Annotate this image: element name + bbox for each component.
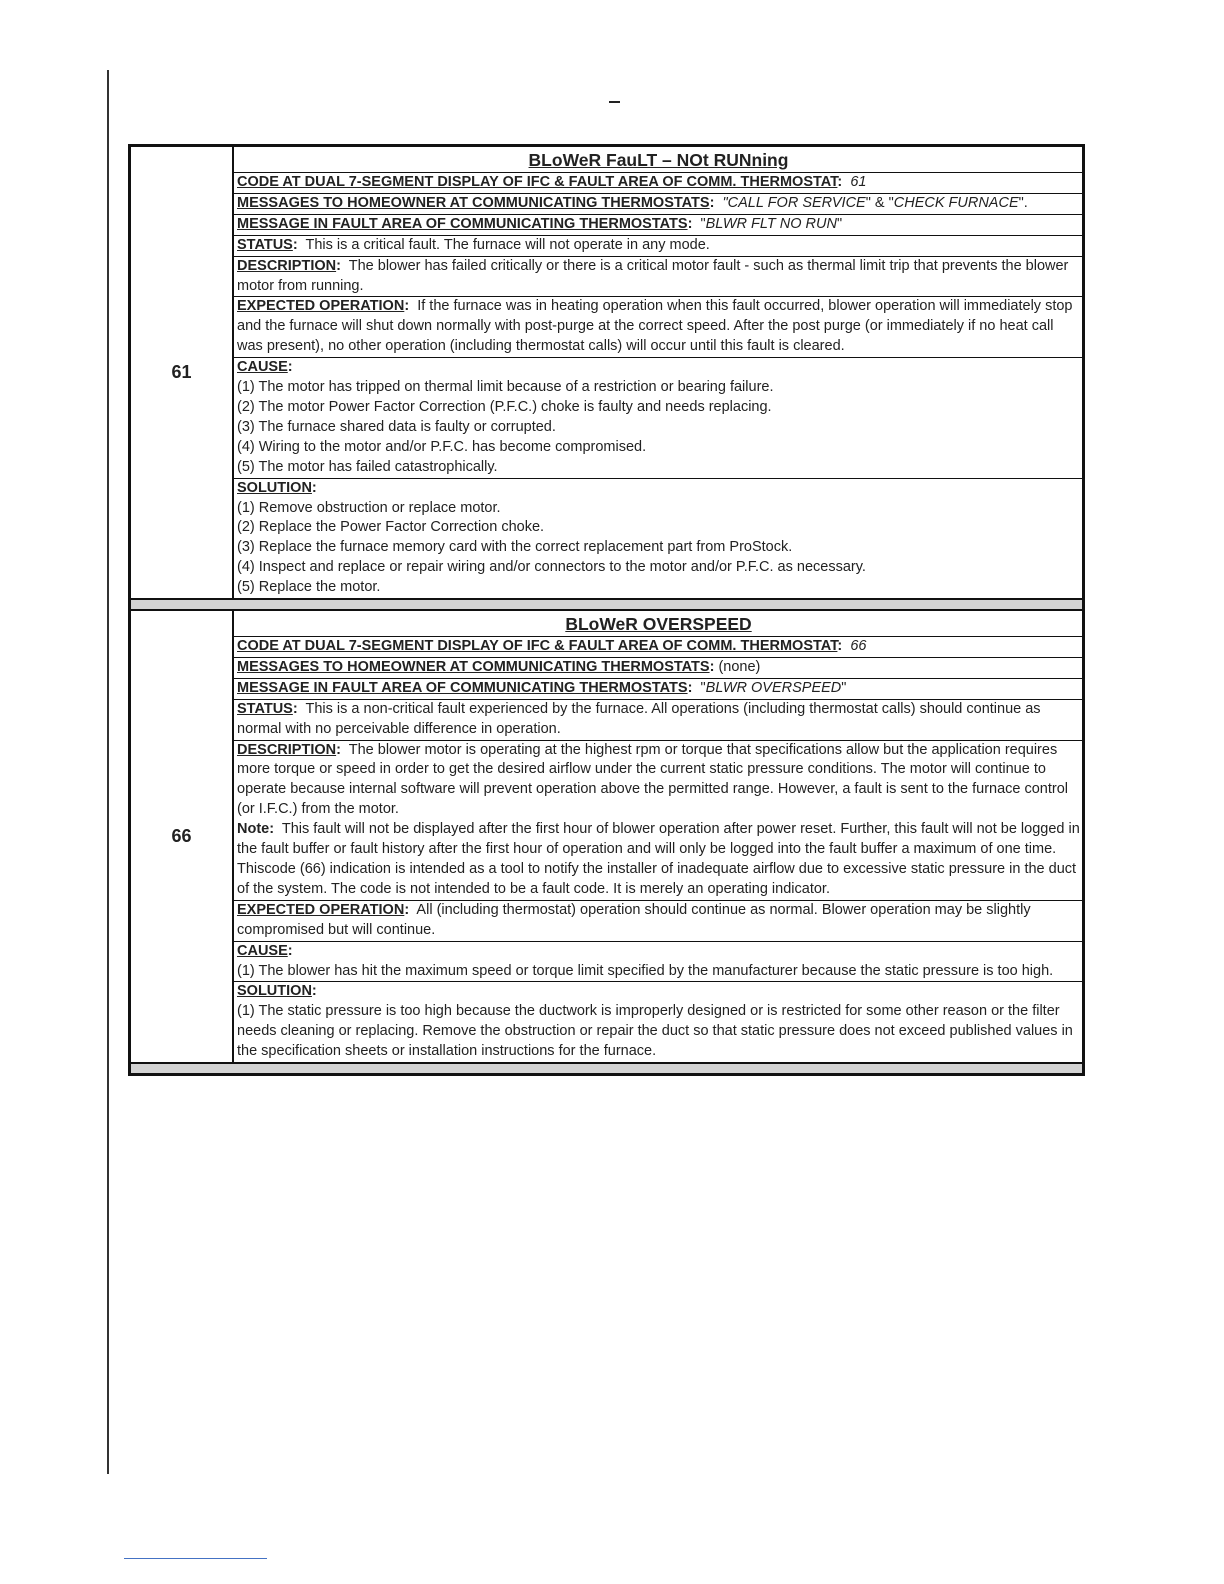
status: STATUS: This is a non-critical fault experienced by the furnace. All operations (including thermostat calls) should continue as normal with no perceivable difference in operation.	[234, 700, 1082, 741]
description-text: The blower has failed critically or there is a critical motor fault - such as thermal limit trip that prevents the blower motor from running.	[237, 257, 1069, 294]
expected-operation-text: If the furnace was in heating operation when this fault occurred, blower operation will immediately stop and the furnace will shut down normally with post-purge at the correct speed. After the post purge (or immediately if no heat call was present), no other operation (including thermostat calls) will occur until this fault is cleared.	[237, 298, 1073, 355]
cause-label: CAUSE	[237, 942, 288, 959]
note-text: This fault will not be displayed after the first hour of blower operation after power reset. Further, this fault will not be logged in the fault buffer or fault history after the first hour of operation and will only be logged into the fault buffer a maximum of one time. Thiscode (66) indication is intended as a tool to notify the installer of inadequate airflow due to excessive static pressure in the duct of the system. The code is not intended to be a fault code. It is merely an operating indicator.	[237, 821, 1080, 897]
fault-message-value: BLWR OVERSPEED	[705, 679, 842, 696]
fault-message: MESSAGE IN FAULT AREA OF COMMUNICATING THERMOSTATS: "BLWR OVERSPEED"	[234, 679, 1082, 700]
solution-label: SOLUTION	[237, 479, 312, 496]
code-line-label: CODE AT DUAL 7-SEGMENT DISPLAY OF IFC & FAULT AREA OF COMM. THERMOSTAT	[237, 638, 838, 655]
expected-operation-label: EXPECTED OPERATION	[237, 901, 405, 918]
description: DESCRIPTION: The blower has failed critically or there is a critical motor fault - such as thermal limit trip that prevents the blower motor from running.	[234, 257, 1082, 298]
solution-item: (5) Replace the motor.	[237, 579, 381, 596]
fault-code-table	[128, 144, 1085, 1076]
header-dash	[609, 101, 620, 103]
fault-details	[234, 611, 1082, 1062]
cause-label: CAUSE	[237, 359, 288, 376]
homeowner-message-value: (none)	[718, 658, 761, 675]
block-separator	[131, 598, 1082, 611]
homeowner-message-2: CHECK FURNACE	[893, 194, 1019, 211]
cause: CAUSE: (1) The motor has tripped on thermal limit because of a restriction or bearing failure. (2) The motor Power Factor Correction (P.F.C.) choke is faulty and needs replacing. (3) The furnace shared data is faulty or corrupted. (4) Wiring to the motor and/or P.F.C. has become compromised. (5) The motor has failed catastrophically.	[234, 358, 1082, 478]
footer-rule	[124, 1558, 267, 1559]
homeowner-messages: MESSAGES TO HOMEOWNER AT COMMUNICATING THERMOSTATS: (none)	[234, 658, 1082, 679]
page-margin-line	[107, 70, 109, 1474]
homeowner-message-end: ".	[1018, 194, 1028, 211]
solution-item: (3) Replace the furnace memory card with the correct replacement part from ProStock.	[237, 539, 793, 556]
cause-item: (4) Wiring to the motor and/or P.F.C. has become compromised.	[237, 438, 647, 455]
code-line: CODE AT DUAL 7-SEGMENT DISPLAY OF IFC & FAULT AREA OF COMM. THERMOSTAT: 66	[234, 637, 1082, 658]
fault-title: BLoWeR FauLT – NOt RUNning	[234, 147, 1082, 173]
expected-operation: EXPECTED OPERATION: If the furnace was in heating operation when this fault occurred, blower operation will immediately stop and the furnace will shut down normally with post-purge at the correct speed. After the post purge (or immediately if no heat call was present), no other operation (including thermostat calls) will occur until this fault is cleared.	[234, 297, 1082, 358]
code-line-value: 61	[850, 174, 867, 190]
description-label: DESCRIPTION	[237, 257, 337, 274]
fault-message-label: MESSAGE IN FAULT AREA OF COMMUNICATING THERMOSTATS	[237, 215, 688, 232]
fault-details	[234, 147, 1082, 598]
description-label: DESCRIPTION	[237, 741, 337, 758]
fault-title: BLoWeR OVERSPEED	[234, 611, 1082, 637]
fault-message-close: "	[836, 215, 843, 232]
cause-item: (5) The motor has failed catastrophically.	[237, 458, 498, 475]
cause: CAUSE: (1) The blower has hit the maximum speed or torque limit specified by the manufacturer because the static pressure is too high.	[234, 942, 1082, 983]
fault-message-close: "	[841, 679, 847, 696]
fault-block-66	[131, 611, 1082, 1062]
block-separator	[131, 1062, 1082, 1073]
cause-item: (3) The furnace shared data is faulty or corrupted.	[237, 418, 556, 435]
fault-code-cell: 66	[131, 611, 234, 1062]
fault-message: MESSAGE IN FAULT AREA OF COMMUNICATING THERMOSTATS: "BLWR FLT NO RUN"	[234, 215, 1082, 236]
solution: SOLUTION: (1) Remove obstruction or replace motor. (2) Replace the Power Factor Correction choke. (3) Replace the furnace memory card with the correct replacement part from ProStock. (4) Inspect and replace or repair wiring and/or connectors to the motor and/or P.F.C. as necessary. (5) Replace the motor.	[234, 479, 1082, 598]
fault-message-label: MESSAGE IN FAULT AREA OF COMMUNICATING THERMOSTATS	[237, 679, 688, 696]
solution-label: SOLUTION	[237, 983, 312, 1000]
homeowner-message-1: "CALL FOR SERVICE	[722, 194, 866, 211]
solution-item: (1) Remove obstruction or replace motor.	[237, 499, 501, 516]
solution-item: (2) Replace the Power Factor Correction choke.	[237, 519, 545, 536]
status-text: This is a critical fault. The furnace will not operate in any mode.	[305, 236, 710, 253]
code-line-value: 66	[850, 638, 867, 655]
solution: SOLUTION: (1) The static pressure is too high because the ductwork is improperly designed or is restricted for some other reason or the filter needs cleaning or replacing. Remove the obstruction or repair the duct so that static pressure does not exceed published values in the specification sheets or installation instructions for the furnace.	[234, 982, 1082, 1062]
status-text: This is a non-critical fault experienced by the furnace. All operations (including thermostat calls) should continue as normal with no perceivable difference in operation.	[237, 700, 1041, 737]
solution-item: (4) Inspect and replace or repair wiring and/or connectors to the motor and/or P.F.C. as necessary.	[237, 559, 866, 576]
solution-item: (1) The static pressure is too high because the ductwork is improperly designed or is restricted for some other reason or the filter needs cleaning or replacing. Remove the obstruction or repair the duct so that static pressure does not exceed published values in the specification sheets or installation instructions for the furnace.	[237, 1003, 1073, 1060]
homeowner-messages-label: MESSAGES TO HOMEOWNER AT COMMUNICATING THERMOSTATS	[237, 658, 710, 675]
description-text: The blower motor is operating at the highest rpm or torque that specifications allow but the application requires more torque or speed in order to get the desired airflow under the current static pressure conditions. The motor will continue to operate because internal software will prevent operation above the permitted range. However, a fault is sent to the furnace control (or I.F.C.) from the motor.	[237, 741, 1069, 818]
cause-item: (1) The blower has hit the maximum speed or torque limit specified by the manufacturer because the static pressure is too high.	[237, 962, 1054, 979]
homeowner-messages: MESSAGES TO HOMEOWNER AT COMMUNICATING THERMOSTATS: "CALL FOR SERVICE" & "CHECK FURNACE".	[234, 194, 1082, 215]
code-line: CODE AT DUAL 7-SEGMENT DISPLAY OF IFC & FAULT AREA OF COMM. THERMOSTAT: 61	[234, 173, 1082, 194]
status-label: STATUS	[237, 236, 293, 253]
description: DESCRIPTION: The blower motor is operating at the highest rpm or torque that specifications allow but the application requires more torque or speed in order to get the desired airflow under the current static pressure conditions. The motor will continue to operate because internal software will prevent operation above the permitted range. However, a fault is sent to the furnace control (or I.F.C.) from the motor. Note: This fault will not be displayed after the first hour of blower operation after power reset. Further, this fault will not be logged in the fault buffer or fault history after the first hour of operation and will only be logged into the fault buffer a maximum of one time. Thiscode (66) indication is intended as a tool to notify the installer of inadequate airflow due to excessive static pressure in the duct of the system. The code is not intended to be a fault code. It is merely an operating indicator.	[234, 741, 1082, 901]
homeowner-messages-label: MESSAGES TO HOMEOWNER AT COMMUNICATING THERMOSTATS	[237, 194, 710, 211]
fault-message-open: "	[700, 679, 706, 696]
expected-operation-text: All (including thermostat) operation should continue as normal. Blower operation may be slightly compromised but will continue.	[237, 901, 1031, 938]
expected-operation: EXPECTED OPERATION: All (including thermostat) operation should continue as normal. Blower operation may be slightly compromised but will continue.	[234, 901, 1082, 942]
cause-item: (1) The motor has tripped on thermal limit because of a restriction or bearing failure.	[237, 379, 774, 396]
status: STATUS: This is a critical fault. The furnace will not operate in any mode.	[234, 236, 1082, 257]
expected-operation-label: EXPECTED OPERATION	[237, 298, 405, 315]
fault-code-cell: 61	[131, 147, 234, 598]
note-label: Note:	[237, 821, 275, 838]
fault-message-value: BLWR FLT NO RUN	[705, 215, 837, 232]
fault-message-open: "	[700, 215, 706, 232]
status-label: STATUS	[237, 700, 293, 717]
fault-block-61	[131, 147, 1082, 598]
homeowner-message-joiner: " & "	[865, 194, 894, 211]
code-line-label: CODE AT DUAL 7-SEGMENT DISPLAY OF IFC & FAULT AREA OF COMM. THERMOSTAT	[237, 174, 838, 190]
cause-item: (2) The motor Power Factor Correction (P.F.C.) choke is faulty and needs replacing.	[237, 398, 772, 415]
